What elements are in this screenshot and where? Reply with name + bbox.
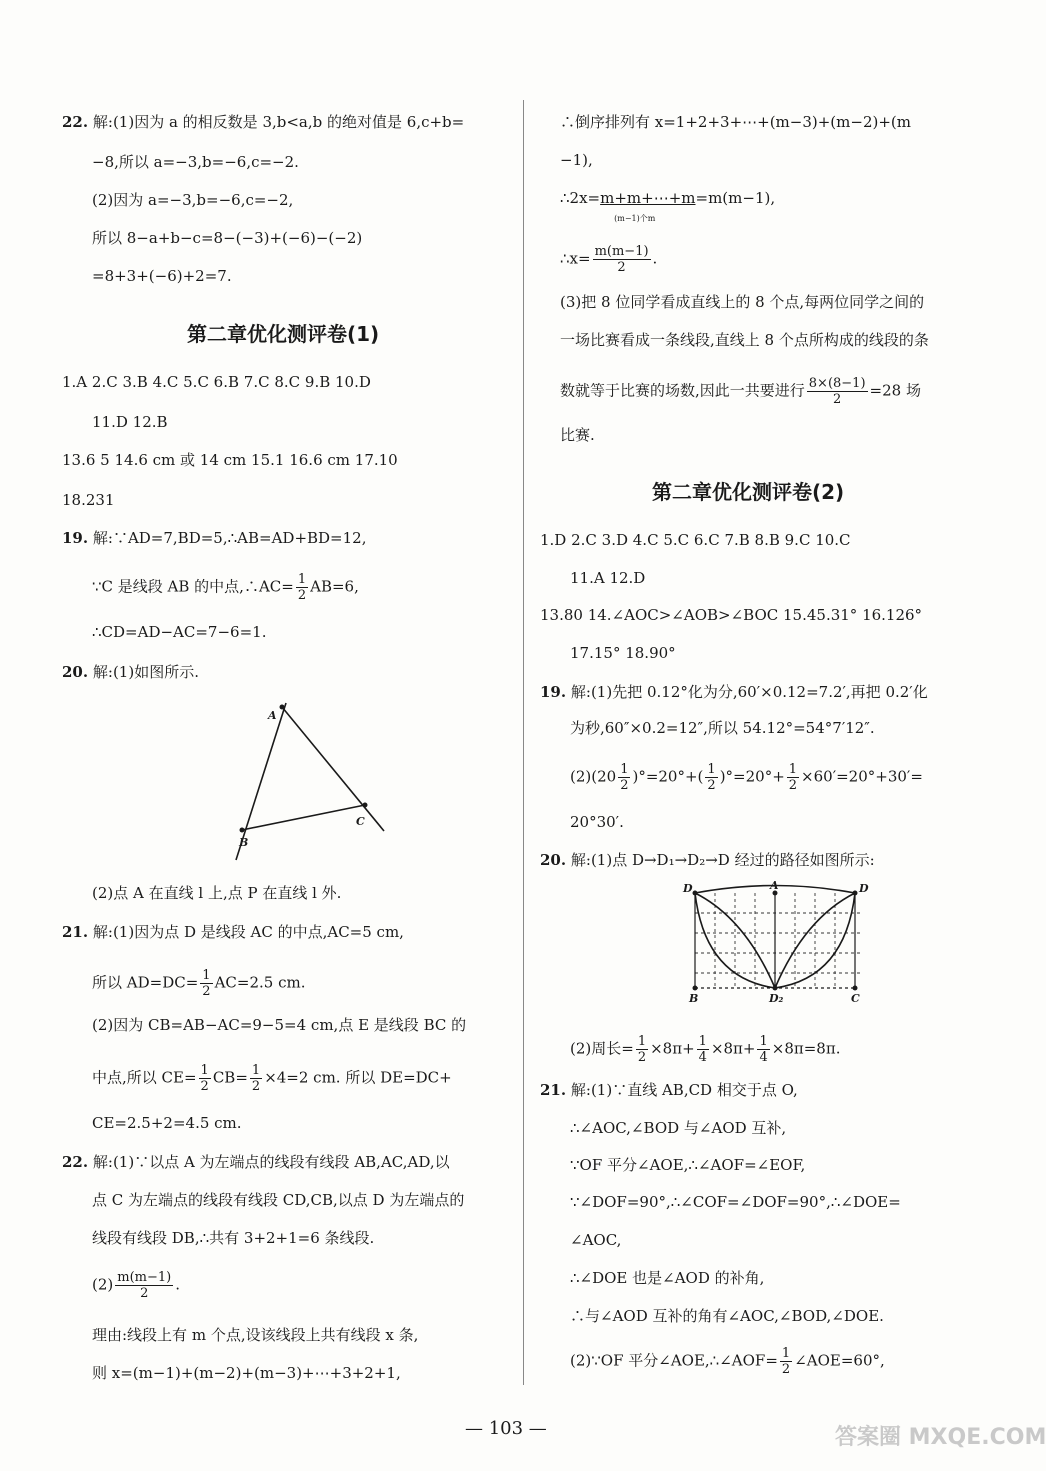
r-line2: −1), (560, 151, 593, 169)
answers2-row4: 17.15° 18.90° (570, 644, 676, 662)
fraction-quarter: $\frac{1}{4}$ (759, 1034, 768, 1065)
answers2-row3: 13.80 14.∠AOC>∠AOB>∠BOC 15.45.31° 16.126° (540, 606, 923, 624)
q21-line5: CE=2.5+2=4.5 cm. (92, 1114, 242, 1132)
r-line1: ∴倒序排列有 x=1+2+3+⋯+(m−3)+(m−2)+(m (560, 113, 911, 131)
label-a: A (268, 709, 277, 722)
q20b-line2: (2)周长= $\frac{1}{2}$ ×8π+ $\frac{1}{4}$ ×8π+ $\frac{1}{4}$ ×8π=8π. (570, 1034, 841, 1065)
q21-line1: 21. 解:(1)因为点 D 是线段 AC 的中点,AC=5 cm, (62, 923, 404, 941)
label-b: B (689, 992, 699, 1005)
answers-row3: 13.6 5 14.6 cm 或 14 cm 15.1 16.6 cm 17.10 (62, 451, 398, 469)
q19b-line1: 19. 解:(1)先把 0.12°化为分,60′×0.12=7.2′,再把 0.2′化 (540, 683, 928, 701)
q20-line1: 20. 解:(1)如图所示. (62, 663, 199, 681)
q21b-line1: 21. 解:(1)∵直线 AB,CD 相交于点 O, (540, 1081, 798, 1099)
point-a (280, 705, 285, 710)
fraction-half: $\frac{1}{2}$ (297, 572, 307, 603)
fraction-half: $\frac{1}{2}$ (202, 968, 211, 999)
label-a: A (770, 879, 779, 892)
q20-line2: (2)点 A 在直线 l 上,点 P 在直线 l 外. (92, 884, 342, 902)
r-line8: 比赛. (560, 426, 595, 444)
answers2-row1: 1.D 2.C 3.D 4.C 5.C 6.C 7.B 8.B 9.C 10.C (540, 531, 851, 549)
q22b-line6: 则 x=(m−1)+(m−2)+(m−3)+⋯+3+2+1, (92, 1364, 401, 1382)
section-title-2: 第二章优化测评卷(2) (652, 480, 845, 504)
label-d-left: D (683, 882, 693, 895)
label-c: C (356, 815, 365, 828)
answers-row2: 11.D 12.B (92, 413, 168, 431)
q19b-line3: (2)(20 $\frac{1}{2}$ )°=20°+( $\frac{1}{2}$ )°=20°+ $\frac{1}{2}$ ×60′=20°+30′= (570, 762, 923, 793)
r-line4: ∴x= $\frac{m(m-1)}{2}$ . (560, 244, 658, 275)
point-b (240, 828, 245, 833)
point-d2 (773, 986, 778, 991)
answers-row4: 18.231 (62, 491, 115, 509)
section-title-1: 第二章优化测评卷(1) (187, 322, 380, 346)
q22a-line3: (2)因为 a=−3,b=−6,c=−2, (92, 191, 294, 209)
line-bc (242, 805, 365, 830)
r-line5: (3)把 8 位同学看成直线上的 8 个点,每两位同学之间的 (560, 293, 925, 311)
q22b-line1: 22. 解:(1)∵以点 A 为左端点的线段有线段 AB,AC,AD,以 (62, 1153, 450, 1171)
point-d-right (853, 891, 858, 896)
point-c (853, 986, 858, 991)
grid-figure (675, 878, 875, 1004)
point-c (363, 803, 368, 808)
dashed-grid (695, 893, 860, 988)
fraction-mm: $\frac{m(m-1)}{2}$ (594, 244, 649, 275)
q21b-line5: ∠AOC, (570, 1231, 622, 1249)
fraction-mm: $\frac{m(m-1)}{2}$ (117, 1270, 172, 1301)
q22b-line3: 线段有线段 DB,∴共有 3+2+1=6 条线段. (92, 1229, 375, 1247)
line-ac (282, 707, 384, 831)
point-b (693, 986, 698, 991)
page-number: — 103 — (465, 1418, 547, 1439)
r-line6: 一场比赛看成一条线段,直线上 8 个点所构成的线段的条 (560, 331, 929, 349)
fraction-quarter: $\frac{1}{4}$ (698, 1034, 707, 1065)
fraction-eight: $\frac{8\times(8-1)}{2}$ (808, 376, 866, 407)
q21b-line2: ∴∠AOC,∠BOD 与∠AOD 互补, (570, 1119, 787, 1137)
q22b-line4: (2) $\frac{m(m-1)}{2}$ . (92, 1270, 180, 1301)
q22a-line1: 22. 解:(1)因为 a 的相反数是 3,b<a,b 的绝对值是 6,c+b= (62, 113, 465, 131)
q22a-line4: 所以 8−a+b−c=8−(−3)+(−6)−(−2) (92, 229, 363, 247)
fraction-half: $\frac{1}{2}$ (788, 762, 798, 793)
q20b-line1: 20. 解:(1)点 D→D₁→D₂→D 经过的路径如图所示: (540, 851, 875, 869)
q21-line2: 所以 AD=DC= $\frac{1}{2}$ AC=2.5 cm. (92, 968, 306, 999)
fraction-half: $\frac{1}{2}$ (251, 1063, 261, 1094)
q21b-line8: (2)∵OF 平分∠AOE,∴∠AOF= $\frac{1}{2}$ ∠AOE=60°, (570, 1346, 885, 1377)
grid-border (695, 893, 855, 988)
r-line3: ∴2x=m+m+⋯+m (m−1)个m =m(m−1), (560, 188, 775, 208)
label-d-right: D (859, 882, 869, 895)
q21-line4: 中点,所以 CE= $\frac{1}{2}$ CB= $\frac{1}{2}$ ×4=2 cm. 所以 DE=DC+ (92, 1063, 452, 1094)
r-line7: 数就等于比赛的场数,因此一共要进行 $\frac{8\times(8-1)}{2}$ =28 场 (560, 376, 921, 407)
q21b-line7: ∴与∠AOD 互补的角有∠AOC,∠BOD,∠DOE. (570, 1307, 884, 1325)
label-c: C (851, 992, 860, 1005)
q22b-line2: 点 C 为左端点的线段有线段 CD,CB,以点 D 为左端点的 (92, 1191, 465, 1209)
fraction-half: $\frac{1}{2}$ (781, 1346, 791, 1377)
label-d2: D₂ (769, 992, 784, 1005)
answers-row1: 1.A 2.C 3.B 4.C 5.C 6.B 7.C 8.C 9.B 10.D (62, 373, 371, 391)
q19b-line4: 20°30′. (570, 813, 624, 831)
q22a-line5: =8+3+(−6)+2=7. (92, 267, 232, 285)
triangle-figure (222, 695, 392, 865)
q21b-line4: ∵∠DOF=90°,∴∠COF=∠DOF=90°,∴∠DOE= (570, 1193, 901, 1211)
q22a-line2: −8,所以 a=−3,b=−6,c=−2. (92, 153, 299, 171)
q19-line3: ∴CD=AD−AC=7−6=1. (92, 623, 267, 641)
fraction-half: $\frac{1}{2}$ (200, 1063, 209, 1094)
q19b-line2: 为秒,60″×0.2=12″,所以 54.12°=54°7′12″. (570, 719, 875, 737)
q22b-line5: 理由:线段上有 m 个点,设该线段上共有线段 x 条, (92, 1326, 419, 1344)
point-d-left (693, 891, 698, 896)
q21b-line6: ∴∠DOE 也是∠AOD 的补角, (570, 1269, 765, 1287)
answers2-row2: 11.A 12.D (570, 569, 646, 587)
watermark: 答案圈 MXQE.COM (835, 1425, 1046, 1450)
q21-line3: (2)因为 CB=AB−AC=9−5=4 cm,点 E 是线段 BC 的 (92, 1016, 467, 1034)
q19-line1: 19. 解:∵AD=7,BD=5,∴AB=AD+BD=12, (62, 529, 367, 547)
label-b: B (239, 836, 249, 849)
fraction-half: $\frac{1}{2}$ (637, 1034, 647, 1065)
q19-line2: ∵C 是线段 AB 的中点,∴AC= $\frac{1}{2}$ AB=6, (92, 572, 359, 603)
column-divider (523, 100, 524, 1385)
brace-note: (m−1)个m (614, 214, 656, 223)
fraction-half: $\frac{1}{2}$ (707, 762, 716, 793)
fraction-half: $\frac{1}{2}$ (620, 762, 629, 793)
q21b-line3: ∵OF 平分∠AOE,∴∠AOF=∠EOF, (570, 1156, 806, 1174)
